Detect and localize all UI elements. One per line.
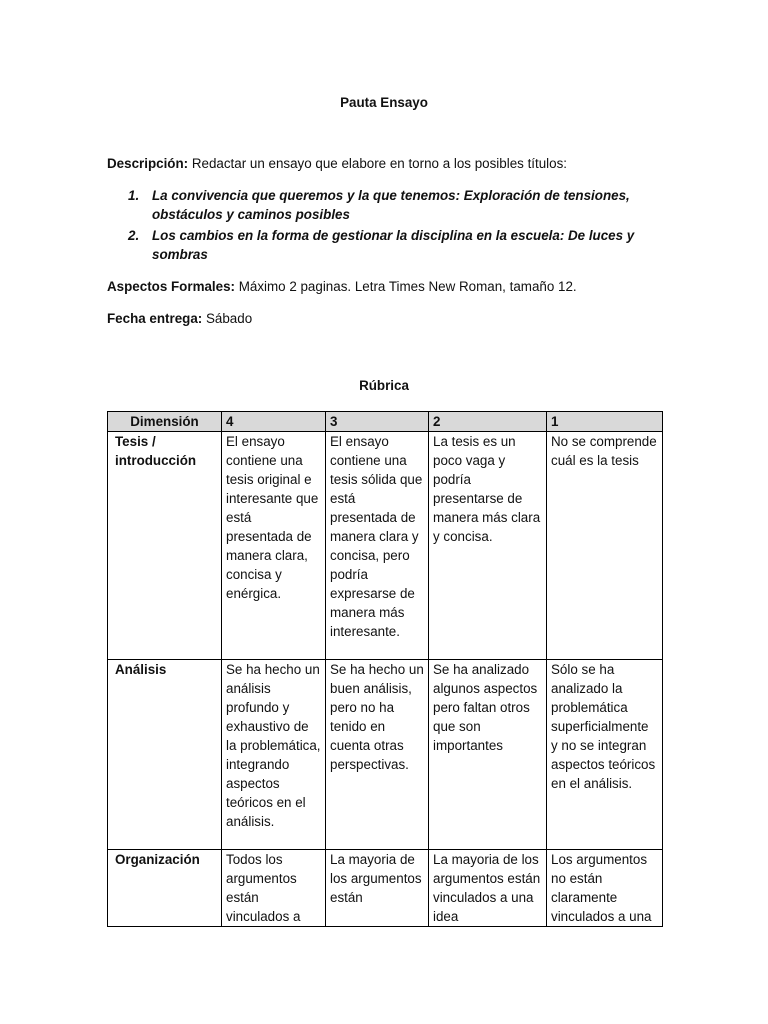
topic-text: Los cambios en la forma de gestionar la disciplina en la escuela: De luces y sombras [152, 228, 635, 262]
due-date-paragraph [107, 309, 667, 328]
rubric-cell: El ensayo contiene una tesis original e interesante que está presentada de manera clara, concisa y enérgica. [222, 432, 326, 660]
rubric-cell: Se ha analizado algunos aspectos pero faltan otros que son importantes [429, 660, 547, 850]
rubric-cell [326, 850, 429, 927]
rubric-row-tesis [108, 432, 663, 660]
header-score-1: 1 [547, 412, 663, 432]
rubric-cell-text: La mayoria de los argumentos están [330, 852, 422, 905]
rubric-cell-text: La mayoria de los argumentos están vinculados a una idea [433, 852, 541, 924]
formal-aspects-text: Máximo 2 paginas. Letra Times New Roman, tamaño 12. [235, 279, 577, 294]
formal-aspects-paragraph [107, 277, 667, 296]
topic-item [107, 226, 667, 264]
topic-text: La convivencia que queremos y la que tenemos: Exploración de tensiones, obstáculos y caminos posibles [152, 188, 630, 222]
rubric-cell: No se comprende cuál es la tesis [547, 432, 663, 660]
row-dimension: Tesis / introducción [108, 432, 222, 660]
header-score-2: 2 [429, 412, 547, 432]
rubric-cell: Se ha hecho un análisis profundo y exhaustivo de la problemática, integrando aspectos teóricos en el análisis. [222, 660, 326, 850]
rubric-cell [547, 850, 663, 927]
rubric-row-organizacion [108, 850, 663, 927]
description-paragraph [107, 154, 687, 173]
rubric-cell: Se ha hecho un buen análisis, pero no ha tenido en cuenta otras perspectivas. [326, 660, 429, 850]
rubric-cell [222, 850, 326, 927]
due-date-label: Fecha entrega: [107, 311, 203, 326]
rubric-cell: Sólo se ha analizado la problemática superficialmente y no se integran aspectos teóricos en el análisis. [547, 660, 663, 850]
rubric-cell [429, 850, 547, 927]
rubric-header-row [108, 412, 663, 432]
topic-number: 1. [128, 188, 140, 203]
header-score-4: 4 [222, 412, 326, 432]
rubric-row-analisis [108, 660, 663, 850]
header-dimension: Dimensión [108, 412, 222, 432]
topic-item [107, 186, 667, 224]
row-dimension [108, 850, 222, 927]
document-title: Pauta Ensayo [340, 95, 428, 110]
topic-list [107, 186, 667, 264]
rubric-cell: La tesis es un poco vaga y podría presentarse de manera más clara y concisa. [429, 432, 547, 660]
row-dimension: Análisis [108, 660, 222, 850]
rubric-title: Rúbrica [359, 378, 409, 393]
row-dimension-text: Organización [115, 852, 200, 867]
description-text: Redactar un ensayo que elabore en torno a los posibles títulos: [188, 156, 568, 171]
rubric-cell: El ensayo contiene una tesis sólida que está presentada de manera clara y concisa, pero podría expresarse de manera más interesante. [326, 432, 429, 660]
description-label: Descripción: [107, 156, 189, 171]
header-score-3: 3 [326, 412, 429, 432]
rubric-table [107, 411, 663, 927]
formal-aspects-label: Aspectos Formales: [107, 279, 235, 294]
due-date-text: Sábado [202, 311, 253, 326]
topic-number: 2. [128, 228, 140, 243]
rubric-cell-text: Los argumentos no están claramente vinculados a una [551, 852, 652, 924]
rubric-cell-text: Todos los argumentos están vinculados a [226, 852, 301, 924]
